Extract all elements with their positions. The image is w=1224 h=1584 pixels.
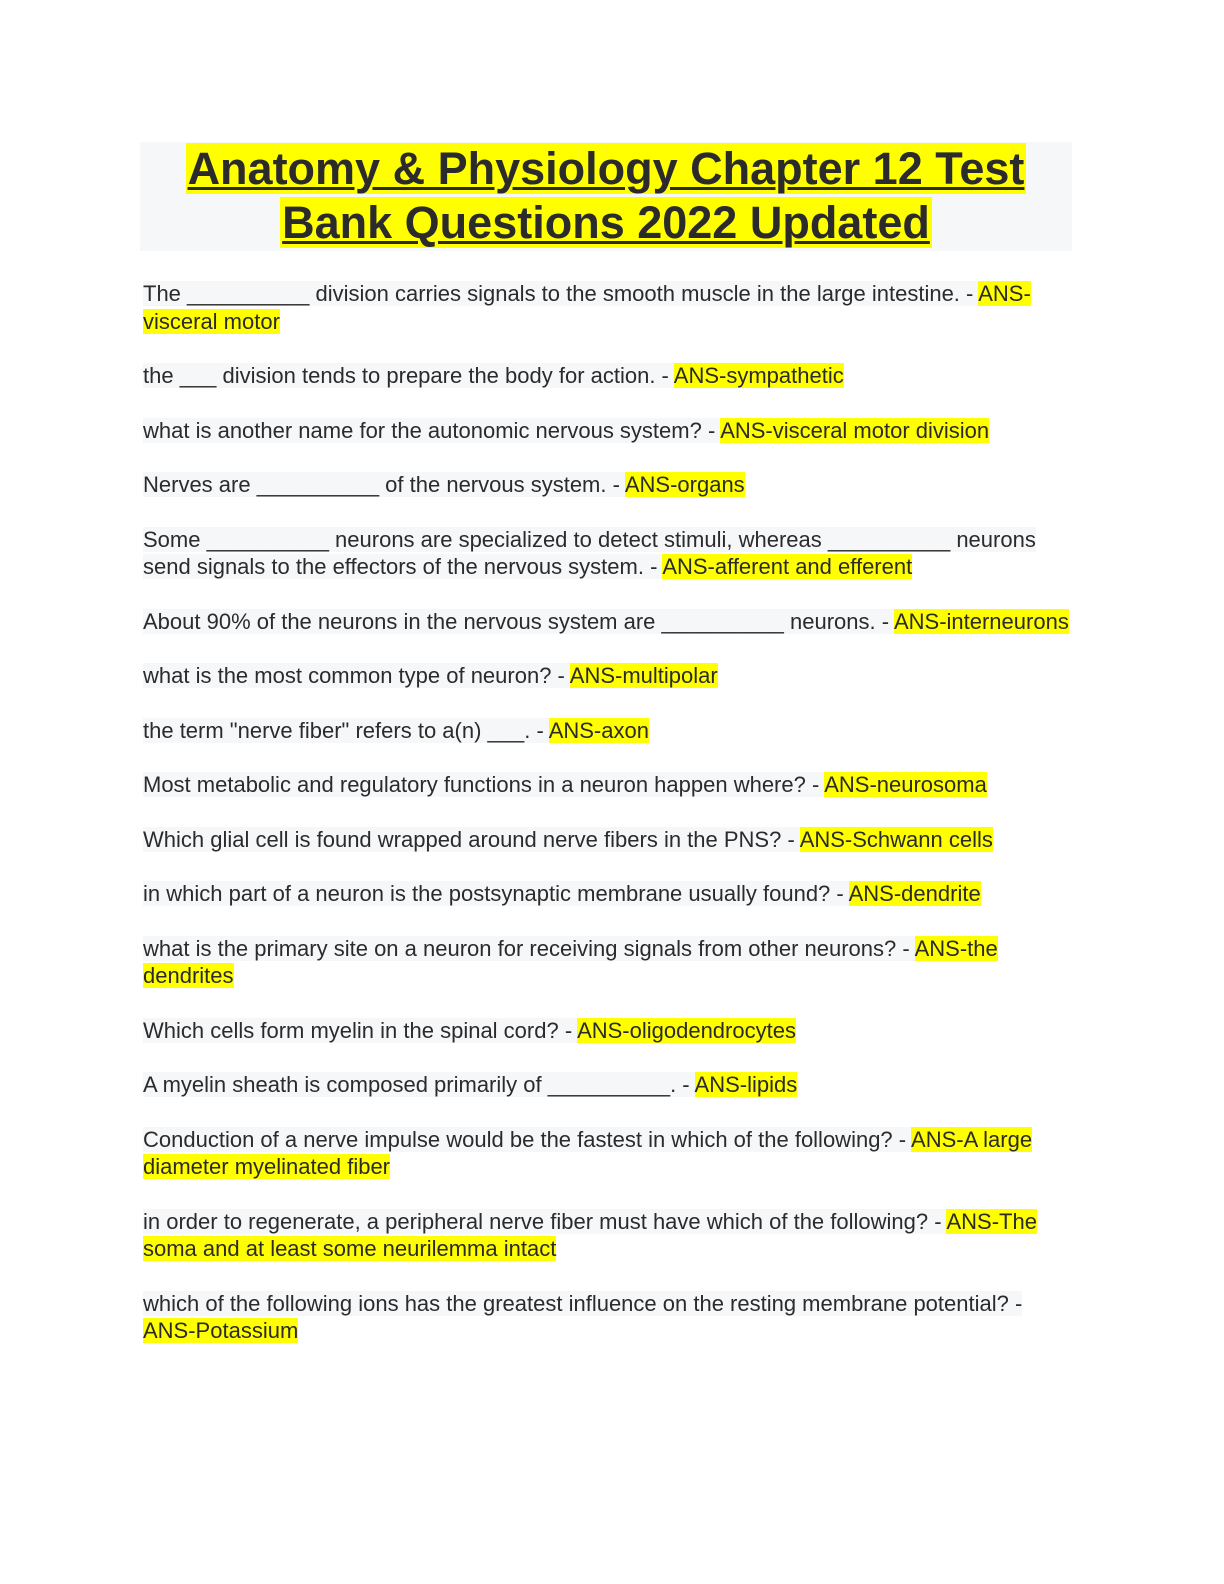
qa-item-9 (143, 771, 1073, 799)
qa-item-1 (143, 280, 1073, 335)
qa-item-14 (143, 1071, 1073, 1099)
question-text: the term "nerve fiber" refers to a(n) ___. - (143, 717, 549, 743)
answer-text: ANS-neurosoma (824, 772, 987, 797)
question-text: Some __________ neurons are specialized to detect stimuli, whereas __________ neurons send signals to the effectors of the nervous system. - (143, 526, 1036, 579)
title-line-2: Bank Questions 2022 Updated (282, 197, 930, 248)
qa-item-3 (143, 417, 1073, 445)
question-text: Most metabolic and regulatory functions in a neuron happen where? - (143, 772, 825, 797)
answer-text: ANS-interneurons (893, 608, 1069, 634)
answer-text: ANS-The soma and at least some neurilemma intact (143, 1208, 1037, 1261)
qa-item-4 (143, 471, 1073, 499)
document-title (140, 142, 1072, 251)
answer-text: ANS-axon (548, 717, 649, 743)
question-text: Conduction of a nerve impulse would be the fastest in which of the following? - (143, 1126, 912, 1152)
qa-item-13 (143, 1017, 1073, 1045)
question-text: The __________ division carries signals to the smooth muscle in the large intestine. - (143, 281, 979, 306)
question-text: A myelin sheath is composed primarily of __________. - (143, 1072, 695, 1097)
answer-text: ANS-oligodendrocytes (577, 1017, 796, 1043)
question-text: in order to regenerate, a peripheral nerve fiber must have which of the following? - (143, 1208, 947, 1234)
question-text: which of the following ions has the greatest influence on the resting membrane potential? - (143, 1290, 1023, 1316)
answer-text: ANS-dendrite (848, 881, 981, 906)
answer-text: ANS-afferent and efferent (662, 554, 913, 579)
qa-item-5 (143, 526, 1073, 581)
qa-item-15 (143, 1126, 1073, 1181)
qa-item-7 (143, 662, 1073, 690)
question-text: what is the most common type of neuron? - (143, 663, 570, 688)
question-text: Nerves are __________ of the nervous system. - (143, 472, 625, 497)
answer-text: ANS-sympathetic (673, 363, 844, 388)
qa-item-11 (143, 880, 1073, 908)
question-text: Which cells form myelin in the spinal cord? - (143, 1017, 578, 1043)
answer-text: ANS-A large diameter myelinated fiber (143, 1126, 1033, 1179)
answer-text: ANS-organs (624, 472, 745, 497)
qa-item-12 (143, 935, 1073, 990)
answer-text: ANS-Schwann cells (799, 826, 993, 852)
answer-text: ANS-Potassium (143, 1318, 299, 1343)
question-text: Which glial cell is found wrapped around nerve fibers in the PNS? - (143, 826, 800, 852)
qa-item-6 (143, 608, 1073, 636)
question-text: what is another name for the autonomic nervous system? - (143, 417, 721, 443)
question-text: the ___ division tends to prepare the body for action. - (143, 363, 674, 388)
answer-text: ANS-lipids (694, 1072, 798, 1097)
answer-text: ANS-the dendrites (143, 935, 998, 988)
answer-text: ANS-visceral motor division (720, 417, 990, 443)
question-text: in which part of a neuron is the postsynaptic membrane usually found? - (143, 881, 849, 906)
qa-item-16 (143, 1208, 1073, 1263)
qa-item-8 (143, 717, 1073, 745)
question-text: what is the primary site on a neuron for receiving signals from other neurons? - (143, 935, 915, 961)
question-list (143, 280, 1073, 1372)
answer-text: ANS-visceral motor (143, 281, 1031, 334)
qa-item-2 (143, 362, 1073, 390)
qa-item-10 (143, 826, 1073, 854)
answer-text: ANS-multipolar (569, 663, 718, 688)
title-line-1: Anatomy & Physiology Chapter 12 Test (187, 143, 1025, 194)
qa-item-17 (143, 1290, 1073, 1345)
question-text: About 90% of the neurons in the nervous system are __________ neurons. - (143, 608, 894, 634)
